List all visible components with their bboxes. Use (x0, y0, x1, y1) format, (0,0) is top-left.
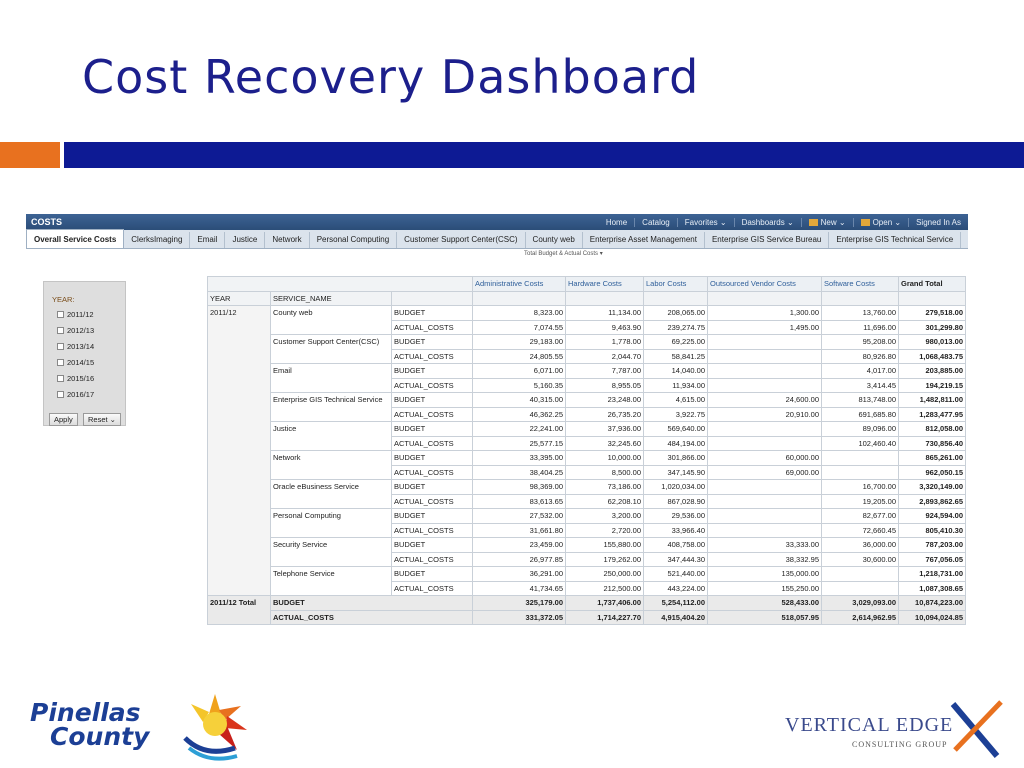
total-value-cell: 518,057.95 (708, 610, 822, 625)
column-header[interactable]: Hardware Costs (566, 277, 644, 292)
value-cell: 8,323.00 (473, 306, 566, 321)
value-cell: 58,841.25 (644, 349, 708, 364)
value-cell: 23,459.00 (473, 538, 566, 553)
service-name-cell: Telephone Service (271, 567, 392, 596)
measure-type-cell: ACTUAL_COSTS (392, 465, 473, 480)
service-name-header: SERVICE_NAME (271, 291, 392, 306)
value-cell (708, 349, 822, 364)
tab-clerksimaging[interactable]: ClerksImaging (124, 232, 190, 248)
table-row (208, 451, 966, 466)
total-value-cell: 3,029,093.00 (822, 596, 899, 611)
value-cell (708, 335, 822, 350)
total-label-cell: 2011/12 Total (208, 596, 271, 625)
cost-pivot-table (207, 276, 966, 625)
table-row (208, 393, 966, 408)
value-cell (708, 436, 822, 451)
value-cell: 23,248.00 (566, 393, 644, 408)
value-cell: 1,300.00 (708, 306, 822, 321)
value-cell: 46,362.25 (473, 407, 566, 422)
value-cell: 95,208.00 (822, 335, 899, 350)
nav-favorites-menu[interactable]: Favorites ⌄ (677, 218, 734, 227)
value-cell: 19,205.00 (822, 494, 899, 509)
grand-total-cell: 1,087,308.65 (899, 581, 966, 596)
total-value-cell: 1,737,406.00 (566, 596, 644, 611)
service-name-cell: Personal Computing (271, 509, 392, 538)
value-cell (708, 364, 822, 379)
tab-enterprise-asset-management[interactable]: Enterprise Asset Management (583, 232, 705, 248)
pinellas-logo-line2: County (50, 722, 150, 751)
value-cell: 8,955.05 (566, 378, 644, 393)
grand-total-cell: 194,219.15 (899, 378, 966, 393)
value-cell: 5,160.35 (473, 378, 566, 393)
checkbox[interactable] (57, 327, 64, 334)
checkbox[interactable] (57, 359, 64, 366)
checkbox[interactable] (57, 391, 64, 398)
corner-cell (208, 277, 473, 292)
value-cell: 1,495.00 (708, 320, 822, 335)
grand-total-cell: 2,893,862.65 (899, 494, 966, 509)
measure-type-cell: ACTUAL_COSTS (392, 320, 473, 335)
value-cell: 16,700.00 (822, 480, 899, 495)
new-icon (809, 219, 818, 226)
tab-enterprise-gis-technical-service[interactable]: Enterprise GIS Technical Service (829, 232, 961, 248)
measure-type-cell: ACTUAL_COSTS (392, 581, 473, 596)
grand-total-cell: 279,518.00 (899, 306, 966, 321)
measure-type-cell: ACTUAL_COSTS (271, 610, 473, 625)
year-prompt-panel (43, 281, 126, 426)
value-cell: 83,613.65 (473, 494, 566, 509)
grand-total-cell: 203,885.00 (899, 364, 966, 379)
value-cell: 179,262.00 (566, 552, 644, 567)
empty-cell (822, 291, 899, 306)
value-cell: 11,134.00 (566, 306, 644, 321)
value-cell: 239,274.75 (644, 320, 708, 335)
value-cell (822, 567, 899, 582)
service-name-cell: Security Service (271, 538, 392, 567)
value-cell: 36,000.00 (822, 538, 899, 553)
measure-type-cell: BUDGET (392, 480, 473, 495)
value-cell (708, 523, 822, 538)
value-cell: 33,333.00 (708, 538, 822, 553)
year-option[interactable]: 2014/15 (57, 358, 94, 367)
column-header[interactable]: Grand Total (899, 277, 966, 292)
tab-personal-computing[interactable]: Personal Computing (310, 232, 397, 248)
value-cell: 347,444.30 (644, 552, 708, 567)
tab-email[interactable]: Email (190, 232, 225, 248)
value-cell: 250,000.00 (566, 567, 644, 582)
value-cell: 2,720.00 (566, 523, 644, 538)
value-cell: 10,000.00 (566, 451, 644, 466)
accent-bar-blue (64, 142, 1024, 168)
year-option[interactable]: 2011/12 (57, 310, 94, 319)
service-name-cell: Network (271, 451, 392, 480)
reset-button[interactable]: Reset ⌄ (83, 413, 121, 426)
grand-total-cell: 962,050.15 (899, 465, 966, 480)
value-cell: 72,660.45 (822, 523, 899, 538)
table-row (208, 567, 966, 582)
value-cell: 26,735.20 (566, 407, 644, 422)
measure-type-cell: ACTUAL_COSTS (392, 494, 473, 509)
empty-cell (392, 291, 473, 306)
service-name-cell: County web (271, 306, 392, 335)
nav-home-link[interactable]: Home (605, 217, 628, 227)
value-cell: 20,910.00 (708, 407, 822, 422)
grand-total-cell: 767,056.05 (899, 552, 966, 567)
tab-enterprise-gis-service-bureau[interactable]: Enterprise GIS Service Bureau (705, 232, 829, 248)
value-cell: 24,805.55 (473, 349, 566, 364)
value-cell: 443,224.00 (644, 581, 708, 596)
grand-total-cell: 301,299.80 (899, 320, 966, 335)
value-cell: 408,758.00 (644, 538, 708, 553)
grand-total-cell: 1,218,731.00 (899, 567, 966, 582)
table-row (208, 335, 966, 350)
measure-type-cell: ACTUAL_COSTS (392, 552, 473, 567)
nav-open-menu[interactable]: Open ⌄ (853, 218, 909, 227)
empty-cell (566, 291, 644, 306)
value-cell: 33,966.40 (644, 523, 708, 538)
value-cell: 62,208.10 (566, 494, 644, 509)
checkbox[interactable] (57, 343, 64, 350)
vertical-edge-wordmark: VERTICAL EDGE (785, 714, 954, 736)
total-value-cell: 1,714,227.70 (566, 610, 644, 625)
grand-total-cell: 980,013.00 (899, 335, 966, 350)
value-cell: 8,500.00 (566, 465, 644, 480)
value-cell: 26,977.85 (473, 552, 566, 567)
value-cell: 208,065.00 (644, 306, 708, 321)
accent-bar-orange (0, 142, 60, 168)
measure-type-cell: ACTUAL_COSTS (392, 523, 473, 538)
empty-cell (708, 291, 822, 306)
measure-type-cell: ACTUAL_COSTS (392, 349, 473, 364)
value-cell (822, 465, 899, 480)
value-cell: 301,866.00 (644, 451, 708, 466)
total-value-cell: 10,874,223.00 (899, 596, 966, 611)
service-name-cell: Email (271, 364, 392, 393)
grand-total-cell: 1,482,811.00 (899, 393, 966, 408)
total-row (208, 596, 966, 611)
value-cell: 3,414.45 (822, 378, 899, 393)
value-cell: 38,332.95 (708, 552, 822, 567)
value-cell: 29,536.00 (644, 509, 708, 524)
nav-signed-in[interactable]: Signed In As (908, 218, 968, 227)
value-cell: 36,291.00 (473, 567, 566, 582)
value-cell: 691,685.80 (822, 407, 899, 422)
year-option[interactable]: 2016/17 (57, 390, 94, 399)
service-name-cell: Justice (271, 422, 392, 451)
grand-total-cell: 787,203.00 (899, 538, 966, 553)
app-screenshot (26, 214, 968, 630)
tab-network[interactable]: Network (265, 232, 309, 248)
grand-total-cell: 805,410.30 (899, 523, 966, 538)
value-cell: 212,500.00 (566, 581, 644, 596)
measure-type-cell: BUDGET (392, 451, 473, 466)
value-cell: 521,440.00 (644, 567, 708, 582)
total-value-cell: 2,614,962.95 (822, 610, 899, 625)
tab-customer-support-center[interactable]: Customer Support Center(CSC) (397, 232, 525, 248)
value-cell: 22,241.00 (473, 422, 566, 437)
year-header: YEAR (208, 291, 271, 306)
service-name-cell: Oracle eBusiness Service (271, 480, 392, 509)
tab-county-web[interactable]: County web (526, 232, 583, 248)
value-cell: 155,250.00 (708, 581, 822, 596)
checkbox[interactable] (57, 311, 64, 318)
value-cell: 73,186.00 (566, 480, 644, 495)
value-cell: 60,000.00 (708, 451, 822, 466)
value-cell: 1,020,034.00 (644, 480, 708, 495)
row-header-row (208, 291, 966, 306)
value-cell: 11,696.00 (822, 320, 899, 335)
column-header[interactable]: Outsourced Vendor Costs (708, 277, 822, 292)
measure-type-cell: BUDGET (392, 306, 473, 321)
empty-cell (644, 291, 708, 306)
value-cell: 347,145.90 (644, 465, 708, 480)
value-cell: 40,315.00 (473, 393, 566, 408)
value-cell: 2,044.70 (566, 349, 644, 364)
value-cell: 569,640.00 (644, 422, 708, 437)
app-brand: COSTS (31, 217, 63, 227)
service-name-cell: Customer Support Center(CSC) (271, 335, 392, 364)
value-cell: 69,000.00 (708, 465, 822, 480)
value-cell: 80,926.80 (822, 349, 899, 364)
measure-type-cell: BUDGET (392, 364, 473, 379)
value-cell: 69,225.00 (644, 335, 708, 350)
value-cell: 7,074.55 (473, 320, 566, 335)
table-row (208, 480, 966, 495)
value-cell: 25,577.15 (473, 436, 566, 451)
table-row (208, 422, 966, 437)
grand-total-cell: 3,320,149.00 (899, 480, 966, 495)
measure-type-cell: BUDGET (271, 596, 473, 611)
value-cell: 9,463.90 (566, 320, 644, 335)
year-option[interactable]: 2013/14 (57, 342, 94, 351)
value-cell: 33,395.00 (473, 451, 566, 466)
total-value-cell: 5,254,112.00 (644, 596, 708, 611)
value-cell: 13,760.00 (822, 306, 899, 321)
value-cell: 14,040.00 (644, 364, 708, 379)
slide-title: Cost Recovery Dashboard (82, 50, 700, 104)
value-cell: 4,615.00 (644, 393, 708, 408)
value-cell: 38,404.25 (473, 465, 566, 480)
empty-cell (473, 291, 566, 306)
vertical-edge-subtitle: CONSULTING GROUP (852, 740, 948, 749)
value-cell: 1,778.00 (566, 335, 644, 350)
value-cell: 41,734.65 (473, 581, 566, 596)
value-cell: 82,677.00 (822, 509, 899, 524)
value-cell (708, 422, 822, 437)
value-cell: 32,245.60 (566, 436, 644, 451)
grand-total-cell: 1,283,477.95 (899, 407, 966, 422)
measure-type-cell: BUDGET (392, 538, 473, 553)
top-nav-bar (26, 214, 968, 230)
value-cell: 135,000.00 (708, 567, 822, 582)
year-prompt-label: YEAR: (52, 295, 75, 304)
measure-type-cell: BUDGET (392, 422, 473, 437)
value-cell (708, 509, 822, 524)
total-value-cell: 528,433.00 (708, 596, 822, 611)
value-cell: 24,600.00 (708, 393, 822, 408)
value-cell: 37,936.00 (566, 422, 644, 437)
column-header[interactable]: Administrative Costs (473, 277, 566, 292)
total-value-cell: 331,372.05 (473, 610, 566, 625)
total-value-cell: 4,915,404.20 (644, 610, 708, 625)
service-name-cell: Enterprise GIS Technical Service (271, 393, 392, 422)
measure-type-cell: ACTUAL_COSTS (392, 436, 473, 451)
pinellas-logo-line1: Pinellas (30, 698, 141, 727)
value-cell: 102,460.40 (822, 436, 899, 451)
value-cell (708, 480, 822, 495)
total-value-cell: 325,179.00 (473, 596, 566, 611)
measure-type-cell: ACTUAL_COSTS (392, 378, 473, 393)
value-cell: 3,200.00 (566, 509, 644, 524)
tab-overall-service-costs[interactable]: Overall Service Costs (26, 229, 124, 248)
value-cell: 155,880.00 (566, 538, 644, 553)
value-cell: 4,017.00 (822, 364, 899, 379)
empty-cell (899, 291, 966, 306)
grand-total-cell: 1,068,483.75 (899, 349, 966, 364)
pinellas-county-logo (30, 692, 260, 762)
measure-type-cell: BUDGET (392, 567, 473, 582)
measure-type-cell: BUDGET (392, 509, 473, 524)
tab-justice[interactable]: Justice (225, 232, 265, 248)
year-option[interactable]: 2012/13 (57, 326, 94, 335)
value-cell: 3,922.75 (644, 407, 708, 422)
value-cell: 6,071.00 (473, 364, 566, 379)
value-cell: 89,096.00 (822, 422, 899, 437)
table-row (208, 538, 966, 553)
value-cell: 11,934.00 (644, 378, 708, 393)
value-cell: 30,600.00 (822, 552, 899, 567)
grand-total-cell: 730,856.40 (899, 436, 966, 451)
year-cell: 2011/12 (208, 306, 271, 596)
value-cell: 813,748.00 (822, 393, 899, 408)
view-selector[interactable]: Total Budget & Actual Costs ▾ (524, 251, 603, 257)
total-value-cell: 10,094,024.85 (899, 610, 966, 625)
column-header-row (208, 277, 966, 292)
x-mark-icon (947, 700, 1007, 760)
table-row (208, 509, 966, 524)
total-row (208, 610, 966, 625)
measure-type-cell: BUDGET (392, 335, 473, 350)
value-cell: 31,661.80 (473, 523, 566, 538)
value-cell: 29,183.00 (473, 335, 566, 350)
vertical-edge-logo (785, 700, 1010, 760)
value-cell: 867,028.90 (644, 494, 708, 509)
year-option[interactable]: 2015/16 (57, 374, 94, 383)
checkbox[interactable] (57, 375, 64, 382)
value-cell: 7,787.00 (566, 364, 644, 379)
value-cell (822, 581, 899, 596)
value-cell: 98,369.00 (473, 480, 566, 495)
value-cell (822, 451, 899, 466)
apply-button[interactable]: Apply (49, 413, 78, 426)
value-cell: 484,194.00 (644, 436, 708, 451)
value-cell (708, 494, 822, 509)
grand-total-cell: 924,594.00 (899, 509, 966, 524)
value-cell (708, 378, 822, 393)
nav-new-menu[interactable]: New ⌄ (801, 218, 853, 227)
table-row (208, 364, 966, 379)
measure-type-cell: ACTUAL_COSTS (392, 407, 473, 422)
grand-total-cell: 865,261.00 (899, 451, 966, 466)
column-header[interactable]: Labor Costs (644, 277, 708, 292)
column-header[interactable]: Software Costs (822, 277, 899, 292)
table-row (208, 306, 966, 321)
value-cell: 27,532.00 (473, 509, 566, 524)
grand-total-cell: 812,058.00 (899, 422, 966, 437)
nav-dashboards-menu[interactable]: Dashboards ⌄ (734, 218, 801, 227)
measure-type-cell: BUDGET (392, 393, 473, 408)
dashboard-tabs (26, 230, 968, 249)
folder-icon (861, 219, 870, 226)
nav-catalog-link[interactable]: Catalog (634, 218, 677, 227)
global-nav (599, 218, 968, 227)
